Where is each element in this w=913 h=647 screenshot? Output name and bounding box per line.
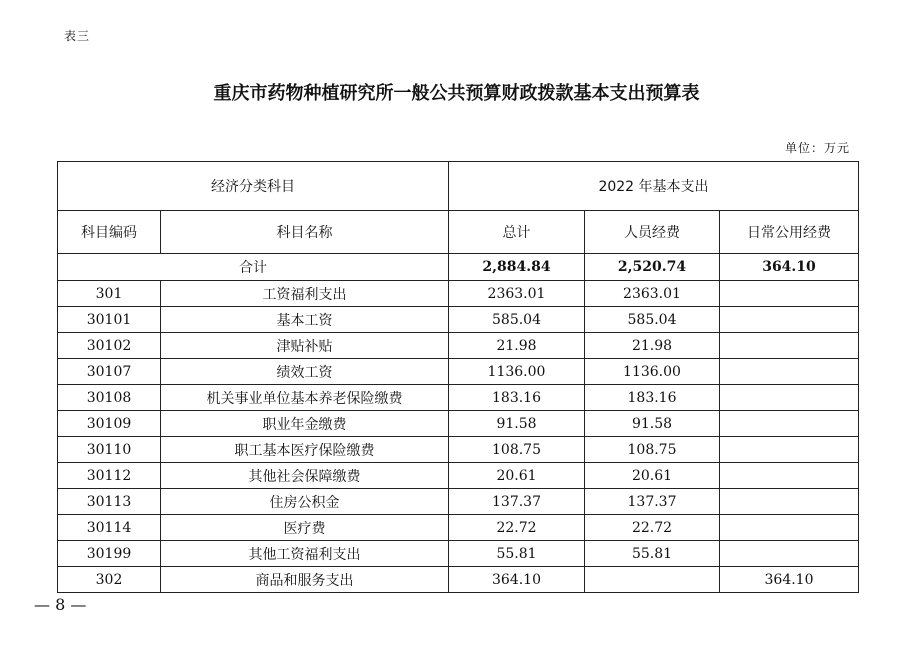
row-total: 2363.01 — [449, 281, 585, 307]
row-total: 91.58 — [449, 411, 585, 437]
row-personnel: 183.16 — [585, 385, 720, 411]
row-public — [720, 541, 859, 567]
row-total: 585.04 — [449, 307, 585, 333]
row-name: 机关事业单位基本养老保险缴费 — [161, 385, 449, 411]
table-row — [58, 281, 859, 307]
sum-total: 2,884.84 — [449, 254, 585, 281]
row-public — [720, 359, 859, 385]
table-row — [58, 359, 859, 385]
row-code: 302 — [58, 567, 161, 593]
row-code: 30102 — [58, 333, 161, 359]
row-code: 30112 — [58, 463, 161, 489]
row-total: 364.10 — [449, 567, 585, 593]
row-total: 20.61 — [449, 463, 585, 489]
row-public — [720, 463, 859, 489]
row-code: 30107 — [58, 359, 161, 385]
row-public — [720, 437, 859, 463]
row-public — [720, 281, 859, 307]
row-code: 30114 — [58, 515, 161, 541]
row-personnel: 137.37 — [585, 489, 720, 515]
row-name: 医疗费 — [161, 515, 449, 541]
row-total: 137.37 — [449, 489, 585, 515]
row-name: 基本工资 — [161, 307, 449, 333]
header-personnel: 人员经费 — [585, 211, 720, 254]
row-name: 津贴补贴 — [161, 333, 449, 359]
row-total: 55.81 — [449, 541, 585, 567]
row-code: 30199 — [58, 541, 161, 567]
row-personnel: 91.58 — [585, 411, 720, 437]
document-label: 表三 — [64, 29, 91, 43]
row-name: 其他工资福利支出 — [161, 541, 449, 567]
table-row — [58, 411, 859, 437]
row-code: 301 — [58, 281, 161, 307]
budget-table — [57, 161, 859, 593]
table-row — [58, 385, 859, 411]
row-public — [720, 333, 859, 359]
row-name: 住房公积金 — [161, 489, 449, 515]
header-econ-category: 经济分类科目 — [58, 162, 449, 211]
row-total: 22.72 — [449, 515, 585, 541]
row-total: 108.75 — [449, 437, 585, 463]
table-row — [58, 515, 859, 541]
row-personnel: 21.98 — [585, 333, 720, 359]
row-code: 30108 — [58, 385, 161, 411]
row-code: 30113 — [58, 489, 161, 515]
table-row — [58, 489, 859, 515]
table-row — [58, 463, 859, 489]
header-total: 总计 — [449, 211, 585, 254]
unit-label: 单位：万元 — [784, 141, 850, 155]
row-total: 1136.00 — [449, 359, 585, 385]
row-code: 30109 — [58, 411, 161, 437]
page-title: 重庆市药物种植研究所一般公共预算财政拨款基本支出预算表 — [213, 83, 700, 104]
row-personnel: 2363.01 — [585, 281, 720, 307]
row-total: 183.16 — [449, 385, 585, 411]
row-name: 绩效工资 — [161, 359, 449, 385]
row-public — [720, 307, 859, 333]
sum-personnel: 2,520.74 — [585, 254, 720, 281]
header-code: 科目编码 — [58, 211, 161, 254]
header-row-1 — [58, 162, 859, 211]
row-public — [720, 515, 859, 541]
row-personnel: 1136.00 — [585, 359, 720, 385]
header-name: 科目名称 — [161, 211, 449, 254]
row-name: 职工基本医疗保险缴费 — [161, 437, 449, 463]
row-personnel: 20.61 — [585, 463, 720, 489]
row-public — [720, 411, 859, 437]
sum-public: 364.10 — [720, 254, 859, 281]
table-row — [58, 307, 859, 333]
row-personnel: 22.72 — [585, 515, 720, 541]
row-code: 30101 — [58, 307, 161, 333]
row-name: 工资福利支出 — [161, 281, 449, 307]
row-public — [720, 385, 859, 411]
row-name: 商品和服务支出 — [161, 567, 449, 593]
table-row — [58, 333, 859, 359]
header-row-2 — [58, 211, 859, 254]
header-public: 日常公用经费 — [720, 211, 859, 254]
row-total: 21.98 — [449, 333, 585, 359]
table-row — [58, 437, 859, 463]
row-public — [720, 489, 859, 515]
row-name: 职业年金缴费 — [161, 411, 449, 437]
row-personnel: 55.81 — [585, 541, 720, 567]
table-row — [58, 541, 859, 567]
sum-row — [58, 254, 859, 281]
row-personnel: 585.04 — [585, 307, 720, 333]
row-code: 30110 — [58, 437, 161, 463]
table-row — [58, 567, 859, 593]
row-personnel: 108.75 — [585, 437, 720, 463]
row-name: 其他社会保障缴费 — [161, 463, 449, 489]
row-public: 364.10 — [720, 567, 859, 593]
header-basic-expenditure: 2022 年基本支出 — [449, 162, 859, 211]
page-number: — 8 — — [34, 595, 87, 614]
row-personnel — [585, 567, 720, 593]
sum-label: 合计 — [58, 254, 449, 281]
